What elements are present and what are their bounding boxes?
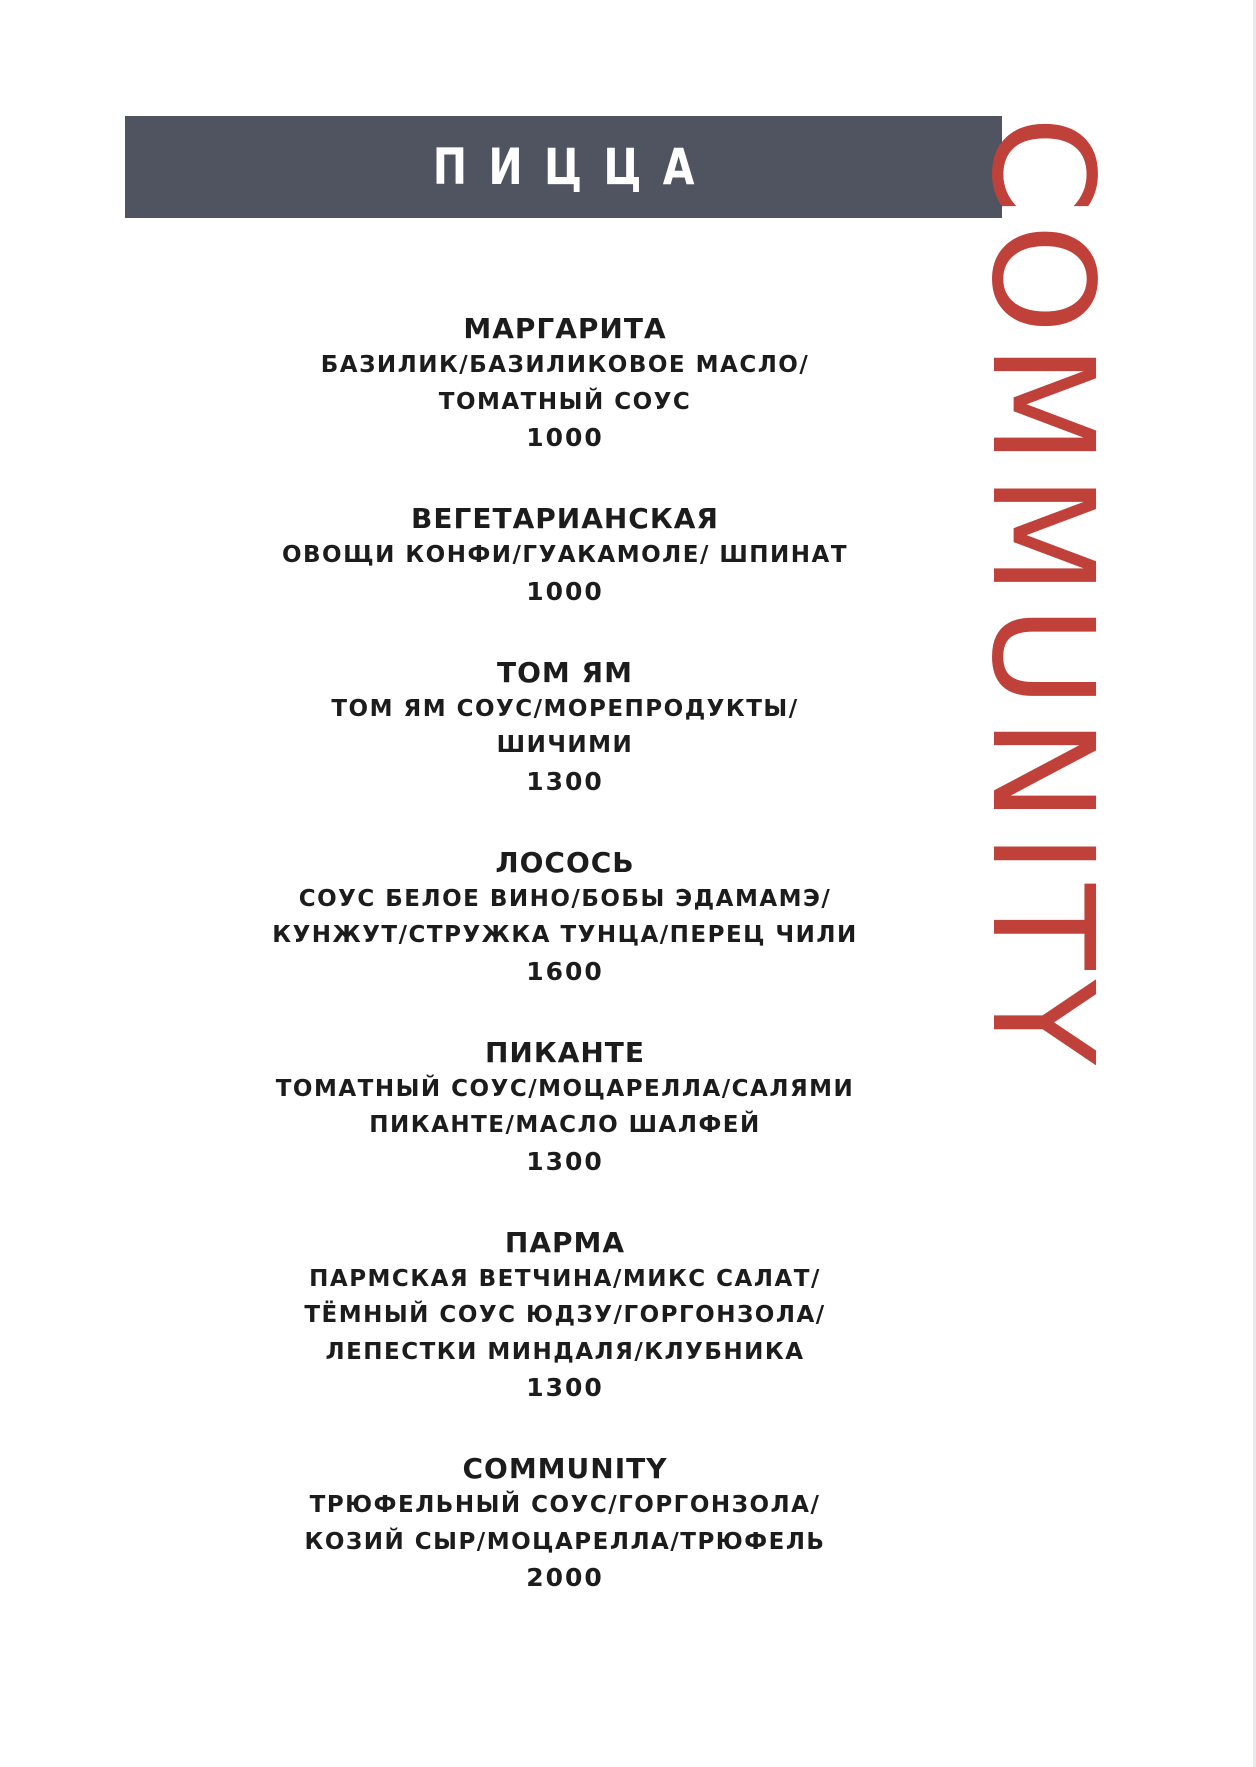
menu-item-price: 1000 — [526, 576, 604, 606]
menu-item-name: МАРГАРИТА — [463, 312, 667, 345]
brand-wordmark: COMMUNITY — [960, 116, 1123, 1076]
menu-item-name: ЛОСОСЬ — [495, 845, 635, 879]
menu-item-ingredients: ШИЧИМИ — [496, 732, 634, 758]
menu-item-ingredients: ПАРМСКАЯ ВЕТЧИНА/МИКС САЛАТ/ — [309, 1265, 821, 1292]
menu-item — [225, 844, 905, 990]
section-title: ПИЦЦА — [432, 138, 716, 196]
menu-item-ingredients: ТЁМНЫЙ СОУС ЮДЗУ/ГОРГОНЗОЛА/ — [304, 1302, 826, 1328]
menu-item-ingredients: КУНЖУТ/СТРУЖКА ТУНЦА/ПЕРЕЦ ЧИЛИ — [272, 922, 858, 948]
menu-item-name: ПАРМА — [504, 1225, 626, 1259]
menu-item — [225, 310, 905, 456]
menu-item-price: 1300 — [526, 766, 604, 796]
menu-item-ingredients: ТОМАТНЫЙ СОУС — [438, 388, 692, 415]
menu-item-price: 1300 — [526, 1146, 604, 1176]
menu-item — [225, 500, 905, 610]
menu-item-ingredients: СОУС БЕЛОЕ ВИНО/БОБЫ ЭДАМАМЭ/ — [298, 885, 832, 912]
menu-item-ingredients: КОЗИЙ СЫР/МОЦАРЕЛЛА/ТРЮФЕЛЬ — [304, 1528, 826, 1555]
menu-item — [225, 1224, 905, 1407]
menu-item-price: 2000 — [526, 1563, 604, 1592]
menu-item — [225, 1450, 905, 1596]
menu-item-ingredients: БАЗИЛИК/БАЗИЛИКОВОЕ МАСЛО/ — [320, 352, 810, 378]
menu-item-name: ТОМ ЯМ — [497, 655, 633, 689]
menu-item-price: 1600 — [526, 956, 604, 986]
section-header — [125, 116, 1002, 218]
menu-item-price: 1300 — [526, 1373, 604, 1402]
menu-item-price: 1000 — [526, 423, 604, 452]
menu-item-ingredients: ТРЮФЕЛЬНЫЙ СОУС/ГОРГОНЗОЛА/ — [309, 1492, 821, 1518]
menu-item-ingredients: ПИКАНТЕ/МАСЛО ШАЛФЕЙ — [369, 1112, 761, 1138]
menu-item-ingredients: ЛЕПЕСТКИ МИНДАЛЯ/КЛУБНИКА — [325, 1338, 805, 1365]
menu-item-ingredients: ОВОЩИ КОНФИ/ГУАКАМОЛЕ/ ШПИНАТ — [281, 542, 849, 568]
menu-item-ingredients: ТОМАТНЫЙ СОУС/МОЦАРЕЛЛА/САЛЯМИ — [275, 1075, 855, 1102]
menu-item-name: COMMUNITY — [462, 1452, 668, 1485]
menu-item-ingredients: ТОМ ЯМ СОУС/МОРЕПРОДУКТЫ/ — [331, 695, 799, 722]
menu-item — [225, 1034, 905, 1180]
menu-item — [225, 654, 905, 800]
menu-item-name: ВЕГЕТАРИАНСКАЯ — [411, 502, 719, 535]
menu-item-name: ПИКАНТЕ — [484, 1035, 646, 1069]
menu-list — [225, 310, 905, 1640]
